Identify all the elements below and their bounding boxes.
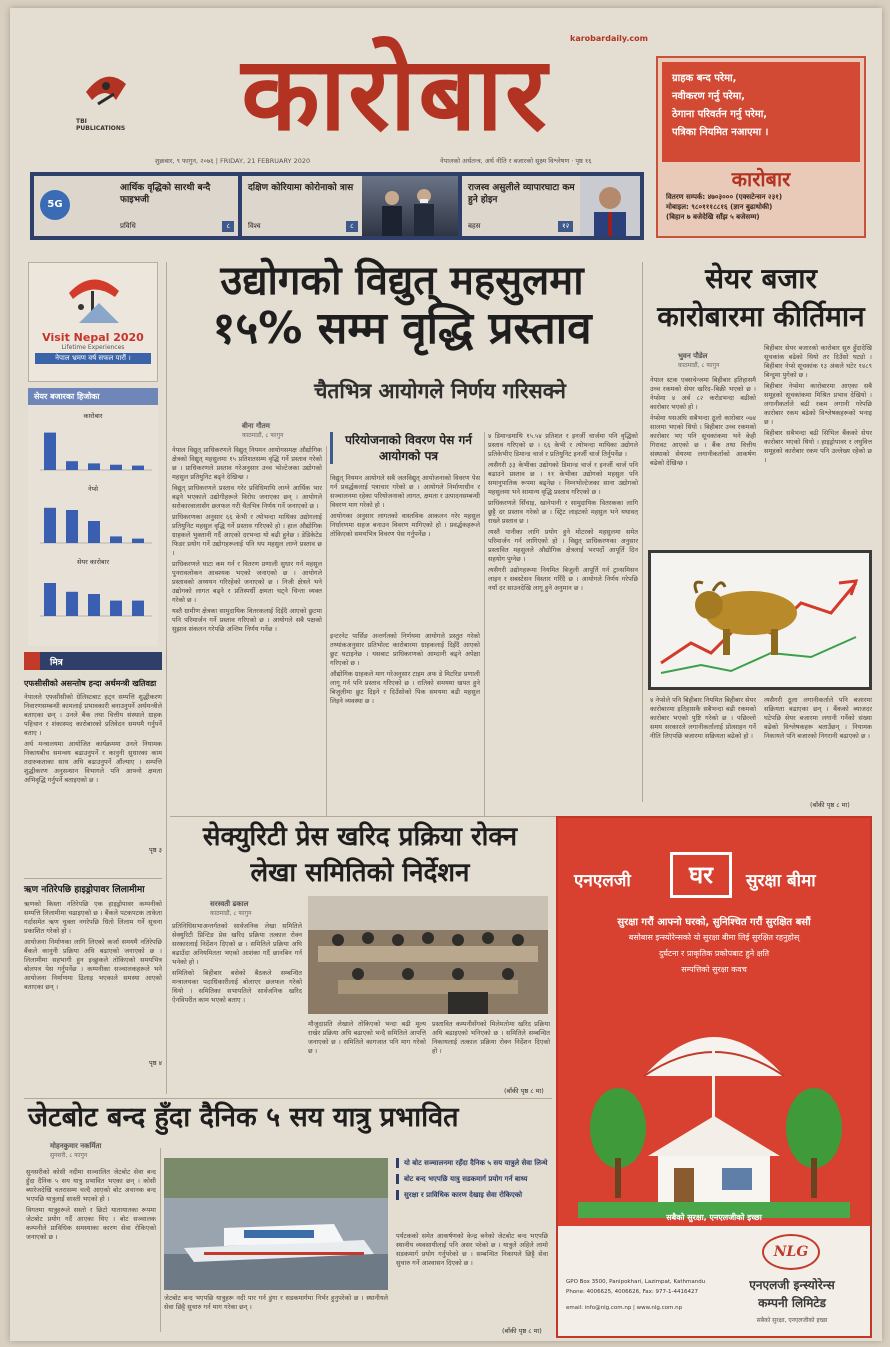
ad-footer-box bbox=[558, 1213, 870, 1336]
lead-body-col-1: नेपाल विद्युत् प्राधिकरणले विद्युत् नियमन आयोगसमक्ष औद्योगिक क्षेत्रको विद्युत् महसुलमा १५ प्रतिशतसम्म वृद्धि गर्ने प्रस्ताव गरेको छ । प्राधिकरणले प्रस्ताव गरेअनुसार उच्च भोल्टेजका उद्योगको महसुल प्रतियुनिट बढ्ने देखिन्छ । विद्युत् प्राधिकरणले प्रस्ताव गरेर प्रविधिमाथि लाग्ने आर्थिक भार बढ्ने भएकाले उद्योगीहरूले विरोध जनाएका छन् । आयोगले सरोकारवालासँग छलफल गरी चैतभित्र निर्णय गर्ने जनाएको छ । प्राधिकरणका अनुसार ६६ केभी र त्योभन्दा माथिका उद्योगलाई प्रतियुनिट महसुल वृद्धि गर्ने प्रस्ताव गरिएको हो । हाल औद्योगिक ग्राहकले भुक्तानी गर्दै आएको दरभन्दा यो बढी हुनेछ । डेडिकेटेड फिडर प्रयोग गर्ने उद्योगहरूलाई पनि थप महसुल लाग्ने प्रस्ताव छ । प्राधिकरणले घाटा कम गर्न र वितरण प्रणाली सुधार गर्न महसुल पुनरावलोकन आवश्यक भएको जनाएको छ । आयोगले प्रस्तावको अध्ययन गरिरहेको जनाएको छ । निजी क्षेत्रले भने उद्योगको लागत बढ्ने र प्रतिस्पर्धी क्षमता घट्ने चिन्ता व्यक्त गरेको छ । यस्तै ग्रामीण क्षेत्रका सामुदायिक वितरकलाई दिइँदै आएको छुटमा पनि परिमार्जन गर्ने प्रस्ताव गरिएको छ । आयोगले सबै पक्षको सुझाव संकलन गरेपछि अन्तिम निर्णय गर्नेछ । bbox=[172, 446, 322, 633]
share-headline-2: कारोबारमा कीर्तिमान bbox=[657, 300, 865, 333]
committee-meeting-photo bbox=[308, 896, 548, 1014]
share-chart-1-label: कारोबार bbox=[83, 412, 103, 420]
mitra-page: पृष्ठ ३ bbox=[149, 846, 162, 854]
teaser-1-page: ८ bbox=[222, 221, 234, 232]
share-market-panel bbox=[28, 388, 158, 646]
teaser-strip bbox=[30, 172, 644, 240]
share-bar bbox=[110, 601, 122, 616]
mitra-label: मित्र bbox=[50, 658, 63, 668]
security-place: काठमाडौं, ८ फागुन bbox=[210, 910, 252, 917]
jetboat-body-col-1: सुनसरीको कोसी नदीमा सञ्चालित जेटबोट सेवा बन्द हुँदा दैनिक ५ सय यात्रु प्रभावित भएका छन् । कोसी ब्यारेजदेखि चतरासम्म चल्दै आएको बोट अचानक बन्द भएपछि यात्रुलाई सास्ती भएको हो । विगतमा यात्रुहरूले सस्तो र छिटो यातायातका रूपमा जेटबोट प्रयोग गर्दै आएका थिए । बोट सञ्चालक कम्पनीले प्राविधिक समस्याका कारण सेवा रोकिएको जनाएको छ । bbox=[26, 1168, 156, 1241]
share-bar bbox=[88, 594, 100, 616]
masthead-tagline: नेपालको अर्थतन्त्र, अर्थ नीति र बजारको सूक्ष्म विश्लेषण · पृष्ठ १६ bbox=[440, 157, 592, 165]
visit-nepal-title: Visit Nepal 2020 bbox=[42, 331, 144, 344]
ad-company-1: एनएलजी इन्स्योरेन्स bbox=[749, 1278, 835, 1292]
teaser-3-page: १२ bbox=[558, 221, 573, 232]
share-bar bbox=[88, 463, 100, 470]
share-panel-title: सेयर बजारका हिजोका bbox=[28, 388, 158, 405]
ad-footer-slogan: सबैको सुरक्षा, एनएलजीको इच्छा bbox=[666, 1213, 762, 1222]
ad-brand-box: घर bbox=[670, 852, 732, 898]
security-body-col-3: प्रस्तावित कम्पनीसँगको मिलेमतोमा खरिद प्रक्रिया अघि बढाइएको भनिएको छ । समितिले सम्बन्धित निकायलाई तत्काल प्रक्रिया रोक्न निर्देशन दिएको हो । bbox=[432, 1020, 550, 1055]
jetboat-bullet-2: बोट बन्द भएपछि यात्रु सडकमार्ग प्रयोग गर्न बाध्य bbox=[396, 1174, 548, 1184]
ad-company-2: कम्पनी लिमिटेड bbox=[758, 1296, 826, 1310]
teaser-2-page: ८ bbox=[346, 221, 358, 232]
bull-market-image bbox=[648, 550, 872, 690]
subscription-notice bbox=[656, 56, 866, 238]
rin-body: ऋणको किस्ता नतिरेपछि एक हाइड्रोपावर कम्पनीको सम्पत्ति लिलामीमा चढाइएको छ । बैंकले पटकपटक ताकेता गर्दासमेत ऋण चुक्ता नगरेपछि धितो लिलाम गर्ने सूचना प्रकाशित गरेको हो । आयोजना निर्माणका लागि लिएको कर्जा समयमै नतिरेपछि बैंकले कानुनी प्रक्रिया अघि बढाएको जनाएको छ । लिलामीमा सहभागी हुन इच्छुकले तोकिएको समयभित्र बोलपत्र पेस गर्नुपर्नेछ । कम्पनीका सञ्चालकहरूले भने आयोजना निर्माणमा ढिलाइ भएकाले समस्या आएको बताएका छन् । bbox=[24, 900, 162, 991]
share-bar bbox=[132, 539, 144, 543]
jetboat-place: सुनसरी, ८ फागुन bbox=[50, 1152, 88, 1159]
notice-line-2: नवीकरण गर्नु परेमा, bbox=[672, 91, 745, 102]
security-author: सरस्वती ढकाल bbox=[210, 900, 249, 908]
share-bar bbox=[44, 508, 56, 543]
publisher-label: TBI PUBLICATIONS bbox=[76, 118, 126, 132]
notice-line-4: पत्रिका नियमित नआएमा । bbox=[672, 127, 769, 138]
newspaper-page bbox=[10, 8, 882, 1341]
mitra-label-bg bbox=[24, 652, 40, 670]
lead-byline bbox=[242, 422, 283, 439]
visit-nepal-sub: Lifetime Experiences bbox=[61, 344, 125, 351]
rin-page: पृष्ठ ४ bbox=[149, 1059, 162, 1067]
share-author: भुवन पौडेल bbox=[678, 352, 708, 360]
teaser-3-title: राजस्व असुलीले व्यापारघाटा कम हुने होइन bbox=[468, 183, 575, 205]
lead-body-col-3: ४ डिमान्डमाथि १५.५४ प्रतिशत र इनर्जी चार्जमा पनि वृद्धिको प्रस्ताव गरिएको छ । ६६ केभी र त्योभन्दा माथिका उद्योगले प्रतिकेभीए डिमान्ड चार्ज र प्रतियुनिट इनर्जी चार्ज तिर्नुपर्नेछ । त्यसैगरी ३३ केभीका उद्योगको डिमान्ड चार्ज र इनर्जी चार्ज पनि बढाउने प्रस्ताव छ । ११ केभीका उद्योगको महसुल पनि समानुपातिक रूपमा बढ्नेछ । निम्नभोल्टेजका साना उद्योगको महसुलमा भने सामान्य वृद्धि प्रस्ताव गरिएको छ । प्राधिकरणले सिँचाइ, खानेपानी र सामुदायिक वितरकका लागि छुट्टै दर प्रस्ताव गरेको छ । स्ट्रिट लाइटको महसुल भने यथावत् राख्ने प्रस्ताव छ । त्यस्तै पानीका लागि प्रयोग हुने मोटरको महसुलमा समेत परिमार्जन गर्न लागिएको हो । विद्युत् प्राधिकरणका अनुसार प्रस्तावित महसुलले औद्योगिक क्षेत्रलाई भरपर्दो आपूर्ति दिन सहयोग पुग्नेछ । त्यसैगरी उद्योगहरूमा नियमित बिजुली आपूर्ति गर्न ट्रान्समिसन लाइन र सबस्टेसन विस्तार गरिँदै छ । आयोगले निर्णय गरेपछि नयाँ दर साउनदेखि लागू हुने अनुमान छ । bbox=[488, 432, 638, 592]
lead-subtitle: चैतभित्र आयोगले निर्णय गरिसक्ने bbox=[314, 379, 566, 403]
ad-email: email: info@nlg.com.np | www.nlg.com.np bbox=[566, 1305, 683, 1311]
share-chart-2 bbox=[28, 493, 158, 551]
security-headline-2: लेखा समितिको निर्देशन bbox=[250, 858, 470, 888]
website-label: karobardaily.com bbox=[570, 34, 648, 43]
lead-body-col-2: विद्युत् नियमन आयोगले सबै जलविद्युत् आयोजनाको विवरण पेस गर्न प्रवर्द्धकलाई पत्राचार गरेको छ । आयोगले निर्माणाधीन र सञ्चालनमा रहेका परियोजनाको लागत, क्षमता र उत्पादनसम्बन्धी विवरण माग गरेको हो । आयोगका अनुसार लागतको वास्तविक आकलन गरेर महसुल निर्धारणमा सहज बनाउन विवरण मागिएको हो । प्रवर्द्धकहरूले तोकिएको समयभित्र विवरण पेस गर्नुपर्नेछ । bbox=[330, 474, 480, 538]
ad-line-4: सम्पत्तिको सुरक्षा कवच bbox=[681, 965, 747, 974]
visit-nepal-caption: नेपाल भ्रमण वर्ष सफल पारौं । bbox=[35, 353, 151, 364]
share-bar bbox=[44, 433, 56, 470]
ad-address: GPO Box 3500, Panipokhari, Lazimpat, Kathmandu bbox=[566, 1279, 706, 1285]
ad-line-2: बसोबास इन्स्योरेन्सको यो सुरक्षा बीमा लिई सुरक्षित रहनुहोस् bbox=[628, 933, 800, 942]
teaser-2[interactable] bbox=[242, 176, 458, 236]
security-continued: (बाँकी पृष्ठ ८ मा) bbox=[504, 1087, 544, 1095]
share-bar bbox=[66, 592, 78, 616]
share-body-col-4: त्यसैगरी ठूला लगानीकर्ताले पनि बजारमा सक्रियता बढाएका छन् । बैंकको ब्याजदर घटेपछि सेयर बजारमा लगानी गर्नेको संख्या बढेको विश्लेषकहरू बताउँछन् । नियामक निकायले पनि बजारको निगरानी बढाएको छ । bbox=[764, 696, 872, 740]
share-headline-1: सेयर बजार bbox=[705, 262, 817, 295]
notice-contact-3: (बिहान ७ बजेदेखि साँझ ५ बजेसम्म) bbox=[666, 213, 760, 221]
security-body-col-1: प्रतिनिधिसभाअन्तर्गतको सार्वजनिक लेखा समितिले सेक्युरिटी प्रिन्टिङ प्रेस खरिद प्रक्रिया तत्काल रोक्न सरकारलाई निर्देशन दिएको छ । समितिले प्रक्रिया अघि बढाउँदा अनियमितता भएको आशंका गर्दै छानबिन गर्न भनेको हो । समितिको बिहीबार बसेको बैठकले सम्बन्धित मन्त्रालयका पदाधिकारीलाई बोलाएर छलफल गरेको थियो । समितिका सभापतिले सार्वजनिक खरिद ऐनविपरीत काम भएको बताए । bbox=[172, 922, 302, 1004]
lead-body-col-2b: इन्टरनेट पार्सिङ अन्तर्गतको निर्णयमा आयोगले प्रस्तुत गरेको तथ्यांकअनुसार प्रतिभोल्ट कारोबारमा ग्राहकलाई दिइँदै आएको छुट घटाइनेछ । यसबाट प्राधिकरणको आम्दानी बढ्ने अपेक्षा गरिएको छ । औद्योगिक ग्राहकले माग गरेअनुसार टाइम अफ डे मिटरिङ प्रणाली लागू गर्न पनि प्रस्ताव गरिएको छ । रातिको समयमा खपत हुने बिजुलीमा छुट दिइने र दिउँसोको पिक समयमा बढी महसुल लिइने व्यवस्था छ । bbox=[330, 632, 480, 705]
share-bar bbox=[110, 465, 122, 470]
nlg-logo: NLG bbox=[762, 1234, 820, 1270]
notice-contact-1: वितरण सम्पर्क: ४७०३००० (एक्सटेन्सन २३१) bbox=[666, 193, 783, 201]
share-bar bbox=[88, 521, 100, 543]
fiveg-badge: 5G bbox=[40, 190, 70, 220]
lead-place: काठमाडौं, ८ फागुन bbox=[242, 432, 284, 439]
lead-headline-2: १५% सम्म वृद्धि प्रस्ताव bbox=[212, 303, 592, 354]
ad-slogan: सुरक्षा गरौं आफ्नो घरको, सुनिश्चित गरौं सुरक्षित बसौं bbox=[617, 917, 811, 928]
ad-header bbox=[558, 858, 870, 898]
share-bar bbox=[66, 461, 78, 470]
umbrella-house-icon bbox=[578, 988, 850, 1218]
jetboat-photo bbox=[164, 1158, 388, 1290]
jetboat-author: मोहनकुमार नकर्मिता bbox=[50, 1142, 102, 1150]
share-bar bbox=[110, 536, 122, 543]
mitra-section bbox=[24, 652, 162, 872]
notice-brand: कारोबार bbox=[731, 167, 791, 191]
ad-footer-note: सबैको सुरक्षा, एनएलजीको इच्छा bbox=[756, 1317, 828, 1324]
share-bar bbox=[66, 510, 78, 543]
jetboat-bullet-1: यो बोट सञ्चालनमा रहँदा दैनिक ५ सय यात्रुले सेवा लिन्थे bbox=[396, 1158, 548, 1168]
share-bar bbox=[132, 466, 144, 470]
notice-line-3: ठेगाना परिवर्तन गर्नु परेमा, bbox=[672, 109, 768, 120]
ad-brand-right: सुरक्षा बीमा bbox=[746, 871, 816, 891]
lead-box-title bbox=[330, 432, 480, 464]
jetboat-bullets bbox=[396, 1158, 548, 1200]
share-bar bbox=[132, 601, 144, 616]
share-chart-3 bbox=[28, 566, 158, 624]
notice-line-1: ग्राहक बन्द परेमा, bbox=[672, 73, 737, 84]
mitra-headline: एफसीसीको असन्तोष हन्दा अर्थमन्त्री खतिवडा bbox=[24, 679, 157, 688]
share-body-col-2: बिहीबार सेयर बजारको कारोबार सुरु हुँदादेखि सूचकांक बढेको थियो तर दिउँसो घट्यो । बिहीबार नेप्से सूचकांक १३ अंकले घटेर १४८९ बिन्दुमा पुगेको छ । बिहीबार नेप्सेमा कारोबारमा आएका सबै समूहको सूचकांकमा मिश्रित प्रभाव देखियो । लगानीकर्ताले बढी रकम लगानी गरेपछि कारोबार रकम बढेको विश्लेषकहरूको भनाइ छ । बिहीबार सबैभन्दा बढी सिभिल बैंकको सेयर कारोबार भएको थियो । हाइड्रोपावर र लघुवित्त समूहको कारोबार रकम पनि उल्लेख्य रहेको छ । bbox=[764, 344, 872, 464]
share-continued: (बाँकी पृष्ठ ८ मा) bbox=[810, 801, 850, 809]
lead-box-title-text: परियोजनाको विवरण पेस गर्न आयोगको पत्र bbox=[330, 432, 480, 464]
share-place: काठमाडौं, ८ फागुन bbox=[678, 362, 720, 369]
columnist-photo bbox=[580, 176, 640, 236]
jetboat-continued: (बाँकी पृष्ठ ८ मा) bbox=[502, 1327, 542, 1335]
ad-phone: Phone: 4006625, 4006626, Fax: 977-1-4416427 bbox=[566, 1289, 698, 1295]
teaser-1-section: प्रविधि bbox=[120, 222, 136, 230]
lead-headline-1: उद्योगको विद्युत् महसुलमा bbox=[220, 258, 584, 304]
notice-contact-2: मोबाइल: ९८०१११८८१६ (ज्ञान बुढाथोकी) bbox=[666, 203, 773, 211]
jetboat-body-col-2: पर्यटकको समेत आकर्षणको केन्द्र बनेको जेटबोट बन्द भएपछि स्थानीय व्यवसायीलाई पनि असर परेको छ । यात्रुले अहिले लामो सडकमार्ग प्रयोग गर्नुपरेको छ । सम्बन्धित निकायले छिट्टै सेवा सुचारु गर्ने आश्वासन दिएको छ । bbox=[396, 1232, 548, 1267]
tbi-logo bbox=[76, 64, 136, 132]
share-body-col-1: नेपाल स्टक एक्सचेन्जमा बिहीबार इतिहासमै उच्च रकमको सेयर खरिद–बिक्री भएको छ । नेप्सेमा ४ अर्ब ८२ करोडभन्दा बढीको कारोबार भएको हो । नेप्सेमा यसअघि सबैभन्दा ठूलो कारोबार ०७४ सालमा भएको थियो । बिहीबार उच्च रकमको कारोबार भए पनि सूचकांकमा भने केही गिरावट आएको छ । बैंक तथा वित्तीय संस्थाको सेयरमा लगानीकर्ताको आकर्षण बढेको देखिन्छ । bbox=[650, 376, 756, 467]
jetboat-byline bbox=[50, 1142, 101, 1159]
visit-nepal-box bbox=[28, 262, 158, 382]
nlg-insurance-ad[interactable] bbox=[556, 816, 872, 1338]
share-chart-1 bbox=[28, 420, 158, 478]
teaser-1[interactable] bbox=[34, 176, 238, 236]
korea-photo bbox=[362, 176, 458, 236]
teaser-3[interactable] bbox=[462, 176, 640, 236]
share-chart-3-label: सेयर कारोबार bbox=[77, 558, 109, 566]
jetboat-body-col-3: जेटबोट बन्द भएपछि यात्रुहरू नदी पार गर्न डुंगा र सडकमार्गमा निर्भर हुनुपरेको छ । स्थानीयले सेवा छिट्टै सुचारु गर्न माग गरेका छन् । bbox=[164, 1294, 388, 1311]
mitra-body: नेपालले एफसीसीको ग्रेलिस्टबाट हट्न सम्पत्ति शुद्धीकरण निवारणसम्बन्धी कामलाई प्रभावकारी बनाउनुपर्ने अर्थमन्त्रीले बताएका छन् । उनले बैंक तथा वित्तीय संस्थाले ग्राहक पहिचान र शंकास्पद कारोबारको प्रतिवेदन समयमै गर्नुपर्ने बताए । अर्थ मन्त्रालयमा आयोजित कार्यक्रममा उनले नियामक निकायबीच समन्वय बढाउनुपर्ने र कानुनी सुधारका काम तदारुकताका साथ अघि बढाउनुपर्ने औंल्याए । सम्पत्ति शुद्धीकरण अनुसन्धान विभागले पनि आफ्नो क्षमता अभिवृद्धि गर्नुपर्ने बताइएको छ । bbox=[24, 693, 162, 784]
rin-section bbox=[24, 884, 162, 1094]
teaser-2-section: विश्व bbox=[248, 222, 261, 230]
security-body-col-2: मौजुदाप्रति लेखाले तोकिएको भन्दा बढी मूल्य राखेर प्रक्रिया अघि बढाएको भन्दै समितिले आपत्ति जनाएको छ । समितिले कागजात पनि माग गरेको छ । bbox=[308, 1020, 426, 1055]
rin-headline: ऋण नतिरेपछि हाइड्रोपावर लिलामीमा bbox=[24, 885, 145, 895]
share-bar bbox=[44, 583, 56, 616]
date-line: शुक्रबार, ९ फागुन, २०७६ | FRIDAY, 21 FEBRUARY 2020 bbox=[155, 157, 311, 165]
teaser-3-section: बहस bbox=[468, 222, 481, 230]
share-chart-2-label: नेप्से bbox=[87, 485, 99, 493]
share-body-col-3: ४ नेप्सेले पनि बिहीबार नियमित बिहीबार सेयर कारोबारमा इतिहासकै सबैभन्दा बढी रकमको कारोबार भएको पुष्टि गरेको छ । पछिल्लो समय सरकारले लगानीकर्तालाई प्रोत्साहन गर्ने नीति लिएपछि बजारमा सक्रियता बढेको हो । bbox=[650, 696, 756, 740]
lead-author: बीना गौतम bbox=[242, 422, 270, 430]
ad-brand-left: एनएलजी bbox=[574, 871, 631, 891]
jetboat-headline: जेटबोट बन्द हुँदा दैनिक ५ सय यात्रु प्रभावित bbox=[28, 1102, 459, 1133]
teaser-2-title: दक्षिण कोरियामा कोरोनाको त्रास bbox=[248, 183, 354, 193]
masthead-title: कारोबार bbox=[241, 35, 549, 154]
share-byline bbox=[678, 352, 719, 369]
ad-line-3: दुर्घटना र प्राकृतिक प्रकोपबाट हुने क्षति bbox=[658, 949, 770, 958]
teaser-1-title: आर्थिक वृद्धिको सारथी बन्दै फाइभजी bbox=[120, 183, 211, 205]
security-byline bbox=[210, 900, 251, 917]
security-headline-1: सेक्युरिटी प्रेस खरिद प्रक्रिया रोक्न bbox=[202, 822, 518, 852]
jetboat-bullet-3: सुरक्षा र प्राविधिक कारण देखाइ सेवा रोकिएको bbox=[396, 1190, 548, 1200]
